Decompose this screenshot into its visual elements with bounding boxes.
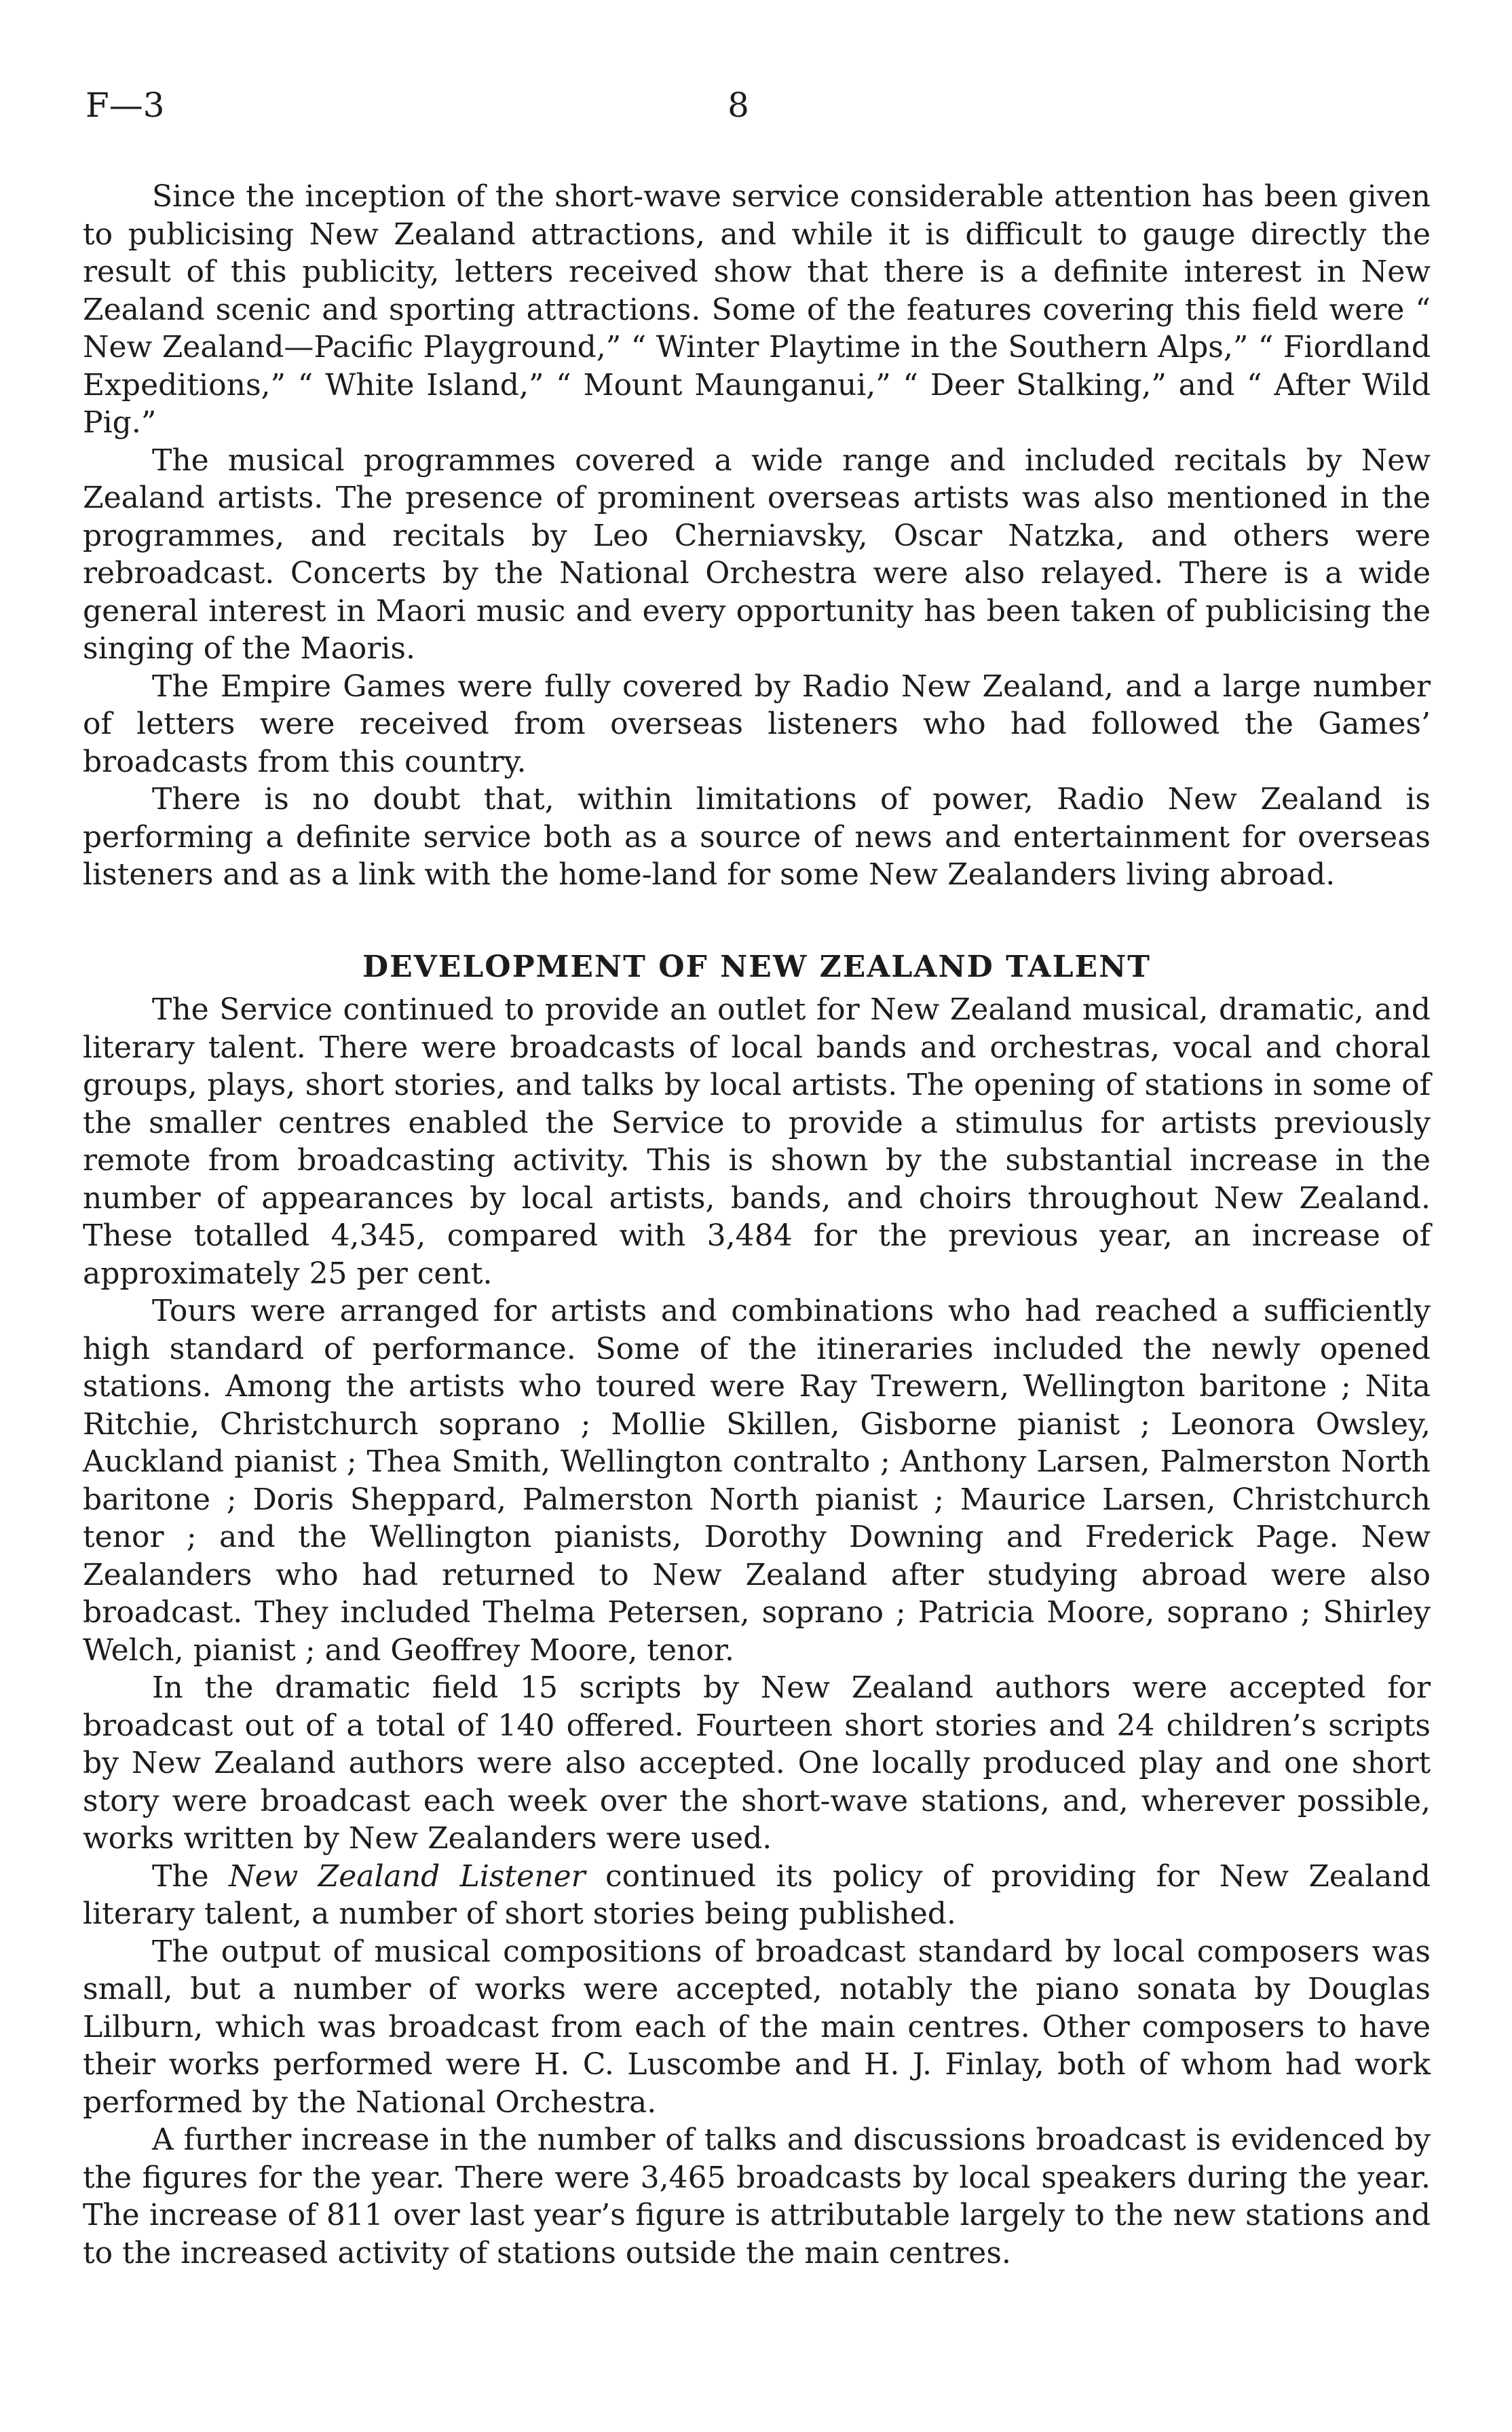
listener-publication-title: New Zealand Listener [229, 1858, 586, 1894]
body-text [83, 178, 1431, 2272]
paragraph-shortwave-publicity: Since the inception of the short-wave service considerable attention has been given to publicising New Zealand attractions, and while it is difficult to gauge directly the result of this publicity, letters received show that there is a definite interest in New Zealand scenic and sporting attractions. Some of the features covering this field were “ New Zealand—Pacific Playground,” “ Winter Playtime in the Southern Alps,” “ Fiordland Expeditions,” “ White Island,” “ Mount Maunganui,” “ Deer Stalking,” and “ After Wild Pig.” [83, 179, 1431, 440]
section-heading-development: DEVELOPMENT OF NEW ZEALAND TALENT [362, 949, 1152, 984]
paragraph-empire-games: The Empire Games were fully covered by Radio New Zealand, and a large number of letters were received from overseas listeners who had followed the Games’ broadcasts from this country. [83, 669, 1431, 779]
page-header [0, 81, 1512, 129]
paragraph-service-outlet: The Service continued to provide an outlet for New Zealand musical, dramatic, and literary talent. There were broadcasts of local bands and orchestras, vocal and choral groups, plays, short stories, and talks by local artists. The opening of stations in some of the smaller centres enabled the Service to provide a stimulus for artists previously remote from broadcasting activity. This is shown by the substantial increase in the number of appearances by local artists, bands, and choirs throughout New Zealand. These totalled 4,345, compared with 3,484 for the previous year, an increase of approximately 25 per cent. [83, 992, 1431, 1291]
paragraph-listener-literary [83, 1858, 1431, 1933]
paragraph-artist-tours: Tours were arranged for artists and combinations who had reached a sufficiently high standard of performance. Some of the itineraries included the newly opened stations. Among the artists who toured were Ray Trewern, Wellington baritone ; Nita Ritchie, Christchurch soprano ; Mollie Skillen, Gisborne pianist ; Leonora Owsley, Auckland pianist ; Thea Smith, Wellington contralto ; Anthony Larsen, Palmerston North baritone ; Doris Sheppard, Palmerston North pianist ; Maurice Larsen, Christchurch tenor ; and the Wellington pianists, Dorothy Downing and Frederick Page. New Zealanders who had returned to New Zealand after studying abroad were also broadcast. They included Thelma Petersen, soprano ; Patricia Moore, soprano ; Shirley Welch, pianist ; and Geoffrey Moore, tenor. [83, 1294, 1431, 1668]
page-number: 8 [727, 86, 749, 125]
listener-text-before: The [152, 1858, 229, 1894]
paragraph-musical-programmes: The musical programmes covered a wide range and included recitals by New Zealand artists. The presence of prominent overseas artists was also mentioned in the programmes, and recitals by Leo Cherniavsky, Oscar Natzka, and others were rebroadcast. Concerts by the National Orchestra were also relayed. There is a wide general interest in Maori music and every opportunity has been taken of publicising the singing of the Maoris. [83, 443, 1431, 666]
listener-text-after: continued its policy of providing for New Zealand literary talent, a number of short stories being published. [83, 1858, 1431, 1931]
paragraph-dramatic-field: In the dramatic field 15 scripts by New Zealand authors were accepted for broadcast out of a total of 140 offered. Fourteen short stories and 24 children’s scripts by New Zealand authors were also accepted. One locally produced play and one short story were broadcast each week over the short-wave stations, and, wherever possible, works written by New Zealanders were used. [83, 1670, 1431, 1856]
paragraph-musical-compositions: The output of musical compositions of broadcast standard by local composers was small, but a number of works were accepted, notably the piano sonata by Douglas Lilburn, which was broadcast from each of the main centres. Other composers to have their works performed were H. C. Luscombe and H. J. Finlay, both of whom had work performed by the National Orchestra. [83, 1934, 1431, 2120]
paragraph-overseas-service: There is no doubt that, within limitations of power, Radio New Zealand is performing a definite service both as a source of news and entertainment for overseas listeners and as a link with the home-land for some New Zealanders living abroad. [83, 782, 1431, 892]
paragraph-talks-discussions: A further increase in the number of talks and discussions broadcast is evidenced by the figures for the year. There were 3,465 broadcasts by local speakers during the year. The increase of 811 over last year’s figure is attributable largely to the new stations and to the increased activity of stations outside the main centres. [83, 2122, 1431, 2270]
report-reference: F—3 [86, 86, 165, 125]
